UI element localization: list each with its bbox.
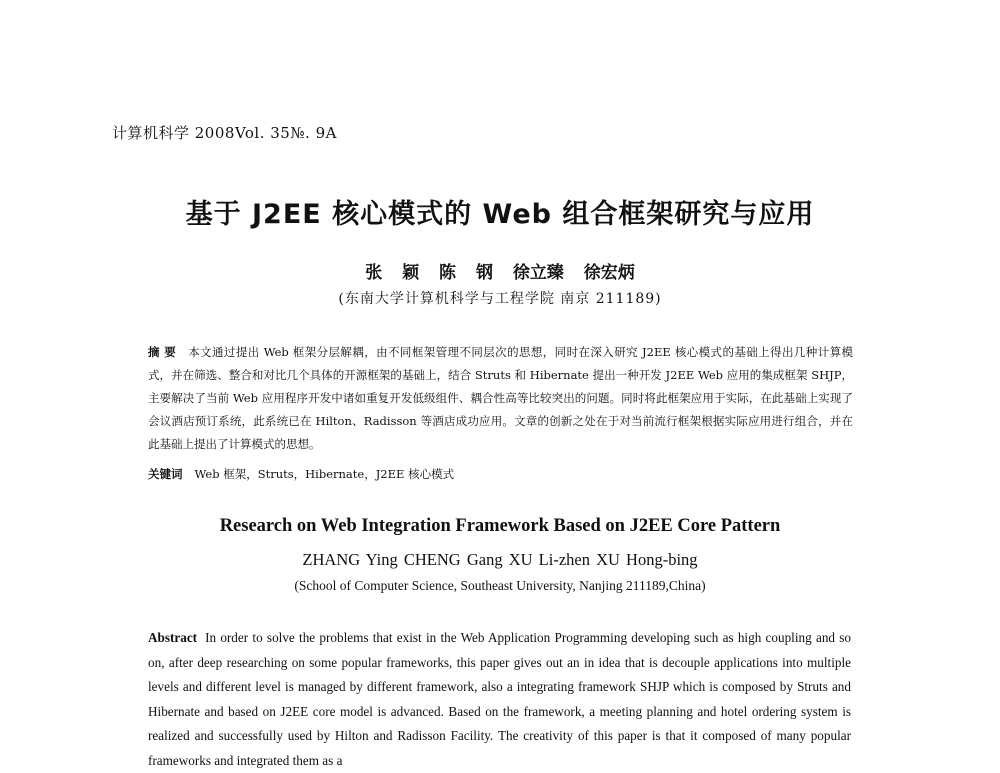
english-abstract-text: In order to solve the problems that exist in the Web Application Programming developing such as high coupling and so on, after deep researching on some popular frameworks, this paper gives out an in idea that is decouple applications into multiple levels and different level is managed by different framework, also a integrating framework SHJP which is composed by Struts and Hibernate and based on J2EE core model is advanced. Based on the framework, a meeting planning and hotel ordering system is realized and successfully used by Hilton and Radisson Facility. The creativity of this paper is that it composed of many popular frameworks and integrated them as a — [148, 630, 851, 768]
journal-header: 计算机科学 2008Vol. 35№. 9A — [112, 124, 337, 142]
chinese-keywords-label: 关键词 — [148, 467, 183, 481]
english-abstract — [148, 626, 851, 773]
english-affiliation: (School of Computer Science, Southeast University, Nanjing 211189,China) — [294, 578, 706, 593]
chinese-keywords-text: Web 框架，Struts，Hibernate，J2EE 核心模式 — [194, 467, 455, 481]
chinese-abstract — [148, 341, 853, 456]
chinese-keywords — [148, 466, 454, 482]
english-title: Research on Web Integration Framework Based on J2EE Core Pattern — [219, 516, 781, 536]
chinese-title: 基于 J2EE 核心模式的 Web 组合框架研究与应用 — [185, 199, 815, 230]
chinese-affiliation: (东南大学计算机科学与工程学院 南京 211189) — [338, 291, 662, 307]
english-authors: ZHANG Ying CHENG Gang XU Li-zhen XU Hong-bing — [302, 550, 698, 569]
chinese-authors: 张 颖 陈 钢 徐立臻 徐宏炳 — [365, 263, 635, 283]
english-abstract-label: Abstract — [148, 630, 198, 645]
chinese-abstract-text: 本文通过提出 Web 框架分层解耦，由不同框架管理不同层次的思想，同时在深入研究 J2EE 核心模式的基础上得出几种计算模式，并在筛选、整合和对比几个具体的开源框架的基础上，结合 Struts 和 Hibernate 提出一种开发 J2EE Web 应用的集成框架 SHJP，主要解决了当前 Web 应用程序开发中诸如重复开发低级组件、耦合性高等比较突出的问题。同时将此框架应用于实际，在此基础上实现了会议酒店预订系统，此系统已在 Hilton、Radisson 等酒店成功应用。文章的创新之处在于对当前流行框架根据实际应用进行组合，并在此基础上提出了计算模式的思想。 — [148, 345, 853, 451]
chinese-abstract-label: 摘 要 — [148, 345, 177, 359]
